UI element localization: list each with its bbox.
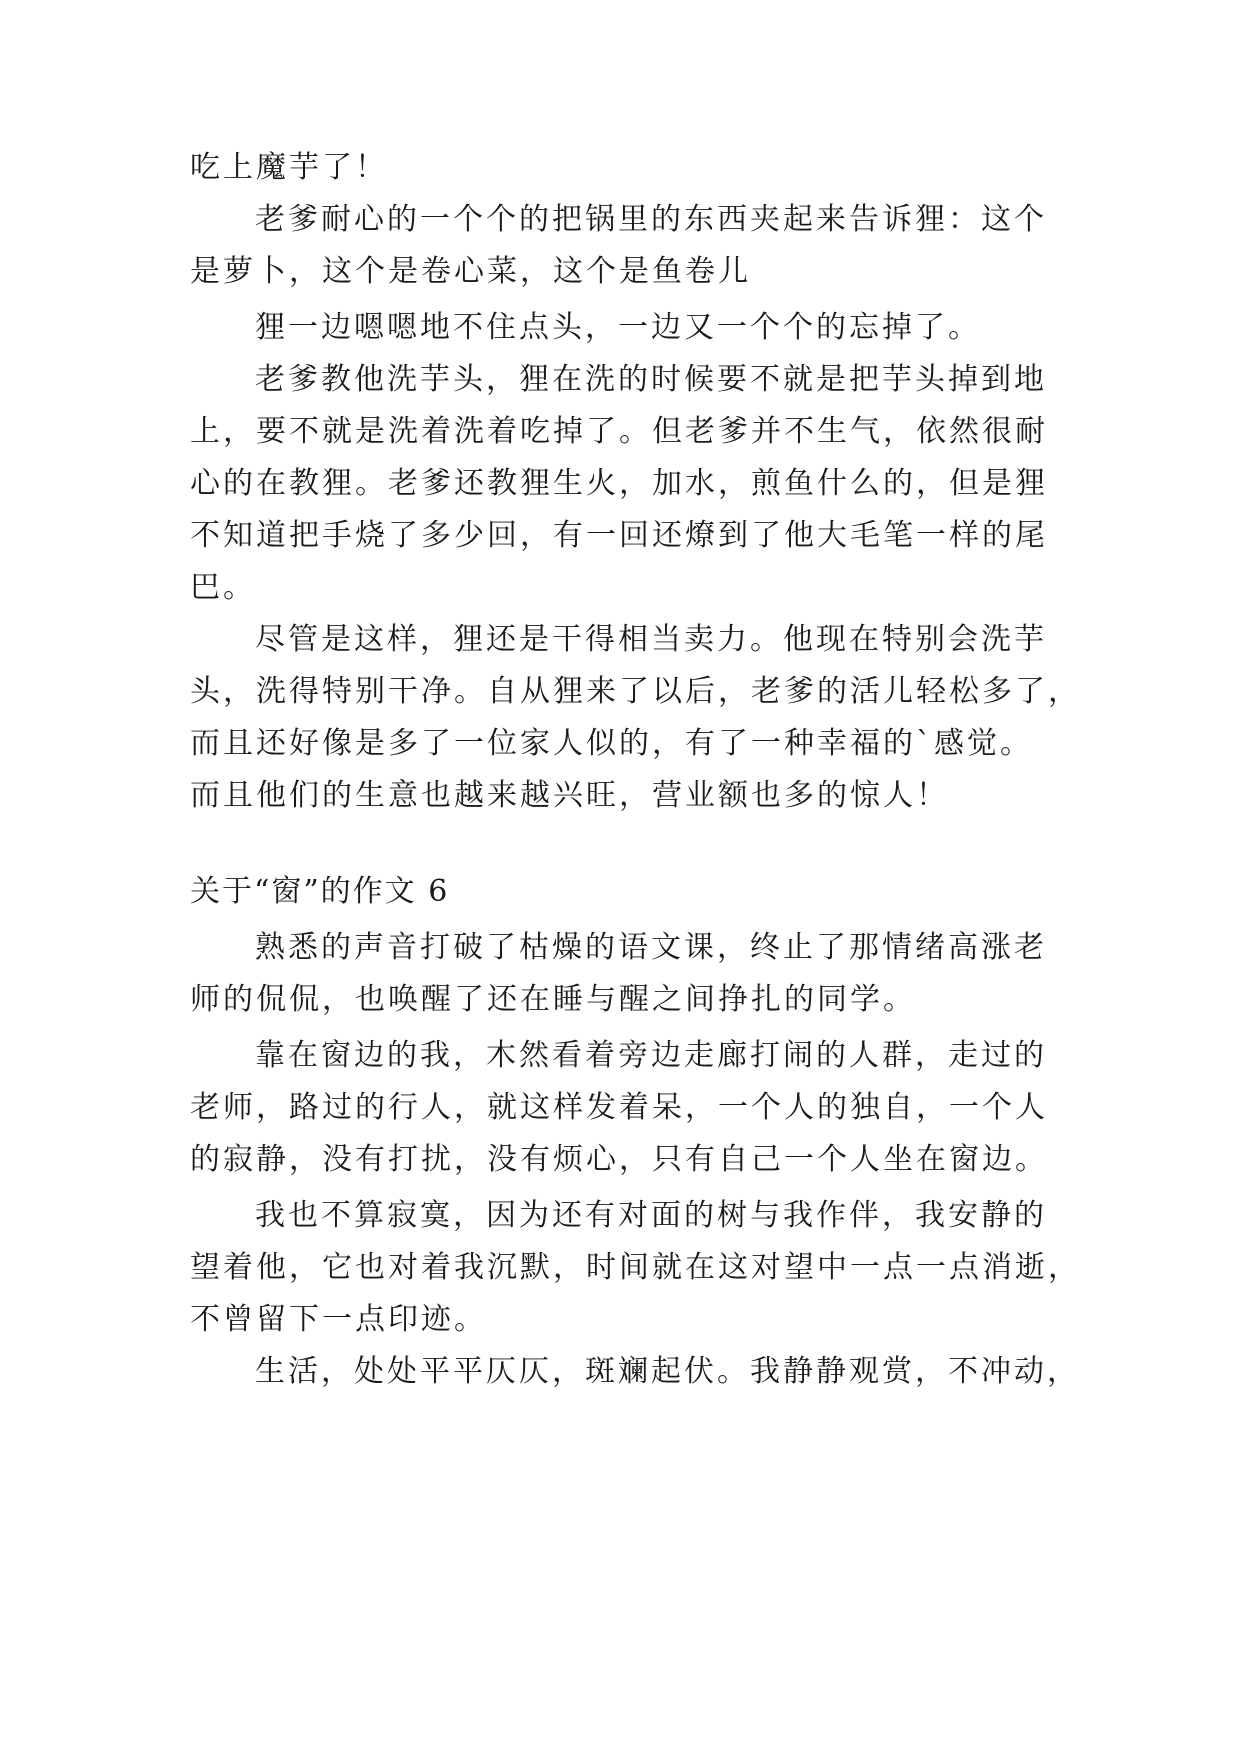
text-line: 的寂静，没有打扰，没有烦心，只有自己一个人坐在窗边。 xyxy=(190,1142,1048,1177)
text-line: 是萝卜，这个是卷心菜，这个是鱼卷儿 xyxy=(190,254,751,289)
text-line: 师的侃侃，也唤醒了还在睡与醒之间挣扎的同学。 xyxy=(190,982,916,1017)
paragraph-start-line: 老爹耐心的一个个的把锅里的东西夹起来告诉狸：这个 xyxy=(255,202,1047,237)
text-line: 而且还好像是多了一位家人似的，有了一种幸福的`感觉。 xyxy=(190,726,1033,761)
paragraph-start-line: 生活，处处平平仄仄，斑斓起伏。我静静观赏，不冲动， xyxy=(255,1354,1080,1389)
paragraph-start-line: 我也不算寂寞，因为还有对面的树与我作伴，我安静的 xyxy=(255,1198,1047,1233)
text-line: 老师，路过的行人，就这样发着呆，一个人的独自，一个人 xyxy=(190,1090,1048,1125)
text-line: 而且他们的生意也越来越兴旺，营业额也多的惊人！ xyxy=(190,778,949,813)
paragraph-start-line: 尽管是这样，狸还是干得相当卖力。他现在特别会洗芋 xyxy=(255,622,1047,657)
paragraph-start-line: 熟悉的声音打破了枯燥的语文课，终止了那情绪高涨老 xyxy=(255,930,1047,965)
text-line: 不曾留下一点印迹。 xyxy=(190,1302,487,1337)
paragraph-start-line: 老爹教他洗芋头，狸在洗的时候要不就是把芋头掉到地 xyxy=(255,362,1047,397)
text-line: 望着他，它也对着我沉默，时间就在这对望中一点一点消逝， xyxy=(190,1250,1081,1285)
text-line: 吃上魔芋了！ xyxy=(190,150,388,185)
text-line: 巴。 xyxy=(190,570,256,605)
text-line: 头，洗得特别干净。自从狸来了以后，老爹的活儿轻松多了， xyxy=(190,674,1081,709)
text-line: 不知道把手烧了多少回，有一回还燎到了他大毛笔一样的尾 xyxy=(190,518,1048,553)
text-line: 上，要不就是洗着洗着吃掉了。但老爹并不生气，依然很耐 xyxy=(190,414,1048,449)
text-line: 心的在教狸。老爹还教狸生火，加水，煎鱼什么的，但是狸 xyxy=(190,466,1048,501)
paragraph-start-line: 靠在窗边的我，木然看着旁边走廊打闹的人群，走过的 xyxy=(255,1038,1047,1073)
section-heading: 关于“窗”的作文 6 xyxy=(190,874,450,909)
paragraph-start-line: 狸一边嗯嗯地不住点头，一边又一个个的忘掉了。 xyxy=(255,310,981,345)
